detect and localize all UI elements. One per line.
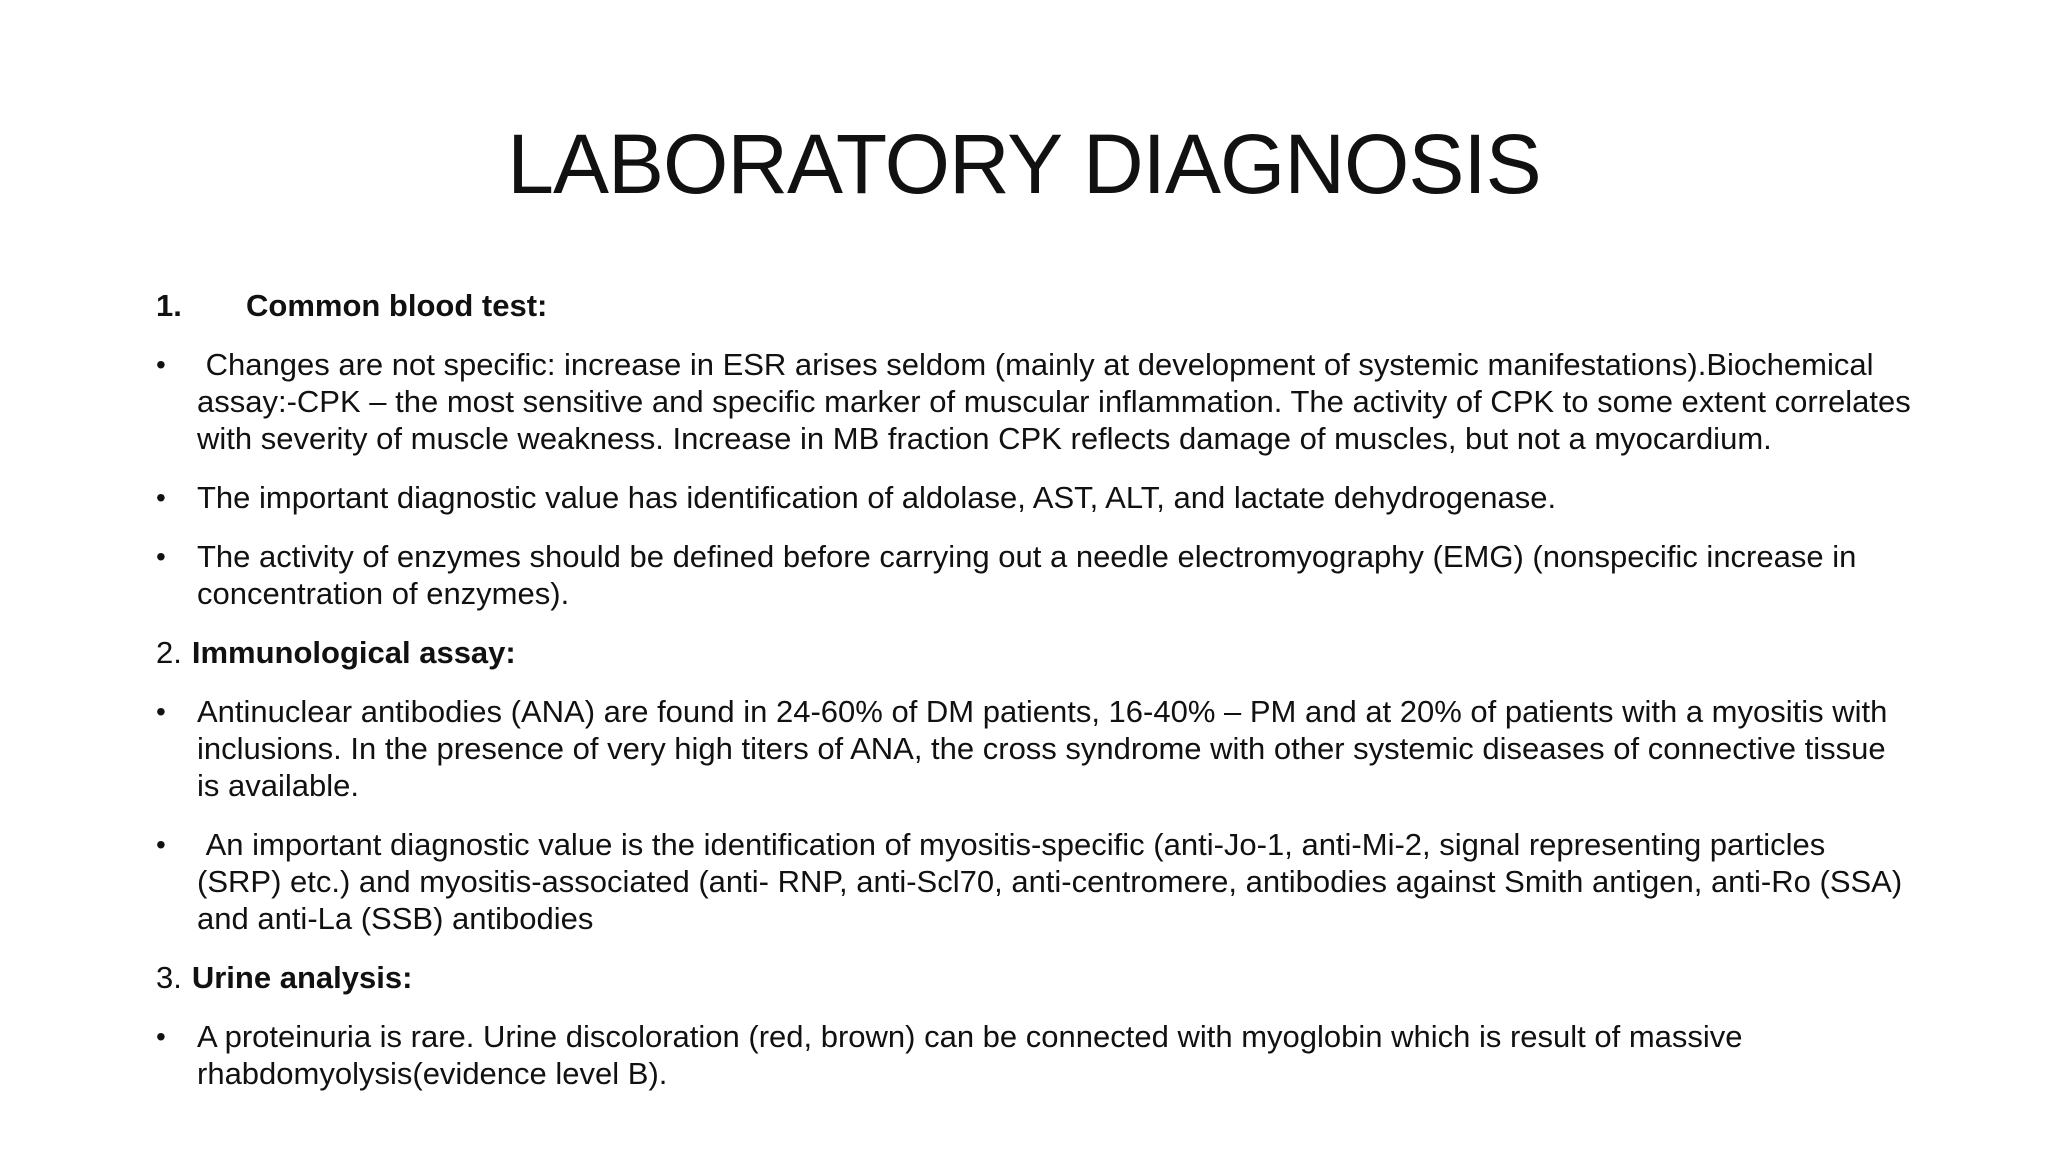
section-title: Common blood test: bbox=[246, 288, 548, 323]
bullet-icon: • bbox=[156, 482, 166, 513]
list-item bbox=[156, 479, 1916, 516]
list-item-text: The important diagnostic value has identification of aldolase, AST, ALT, and lactate dehydrogenase. bbox=[197, 480, 1557, 515]
section-title: Urine analysis: bbox=[191, 960, 413, 995]
section-heading-2 bbox=[156, 634, 1916, 671]
list-item-text: The activity of enzymes should be defined before carrying out a needle electromyography (EMG) (nonspecific increase in concentration of enzymes). bbox=[197, 539, 1857, 611]
section-heading-1 bbox=[156, 287, 1916, 324]
bullet-icon: • bbox=[156, 829, 166, 860]
bullet-icon: • bbox=[156, 1021, 166, 1052]
list-item bbox=[156, 346, 1920, 457]
bullet-icon: • bbox=[156, 696, 166, 727]
list-item-text: An important diagnostic value is the identification of myositis-specific (anti-Jo-1, anti-Mi-2, signal representing particles (SRP) etc.) and myositis-associated (anti- RNP, anti-Scl70, anti-centromere, antibodies against Smith antigen, anti-Ro (SSA) and anti-La (SSB) antibodies bbox=[197, 827, 1911, 936]
bullet-icon: • bbox=[156, 541, 166, 572]
slide-title: LABORATORY DIAGNOSIS bbox=[507, 117, 1541, 211]
list-item-text: Antinuclear antibodies (ANA) are found in 24-60% of DM patients, 16-40% – PM and at 20% of patients with a myositis with inclusions. In the presence of very high titers of ANA, the cross syndrome with other systemic diseases of connective tissue is available. bbox=[197, 694, 1888, 803]
section-title: Immunological assay: bbox=[191, 635, 516, 670]
list-item bbox=[156, 693, 1916, 804]
slide-content bbox=[156, 287, 1920, 1114]
bullet-icon: • bbox=[156, 349, 166, 380]
section-heading-3 bbox=[156, 959, 1916, 996]
section-number: 3. bbox=[156, 960, 182, 995]
section-number: 1. bbox=[156, 288, 182, 323]
list-item bbox=[156, 826, 1916, 937]
list-item bbox=[156, 538, 1916, 612]
list-item-text: Changes are not specific: increase in ESR arises seldom (mainly at development of systemic manifestations).Biochemical assay:-CPK – the most sensitive and specific marker of muscular inflammation. The activity of CPK to some extent correlates with severity of muscle weakness. Increase in MB fraction CPK reflects damage of muscles, but not a myocardium. bbox=[197, 347, 1920, 456]
list-item bbox=[156, 1018, 1916, 1092]
list-item-text: A proteinuria is rare. Urine discoloration (red, brown) can be connected with myoglobin which is result of massive rhabdomyolysis(evidence level B). bbox=[197, 1019, 1743, 1091]
section-number: 2. bbox=[156, 635, 182, 670]
